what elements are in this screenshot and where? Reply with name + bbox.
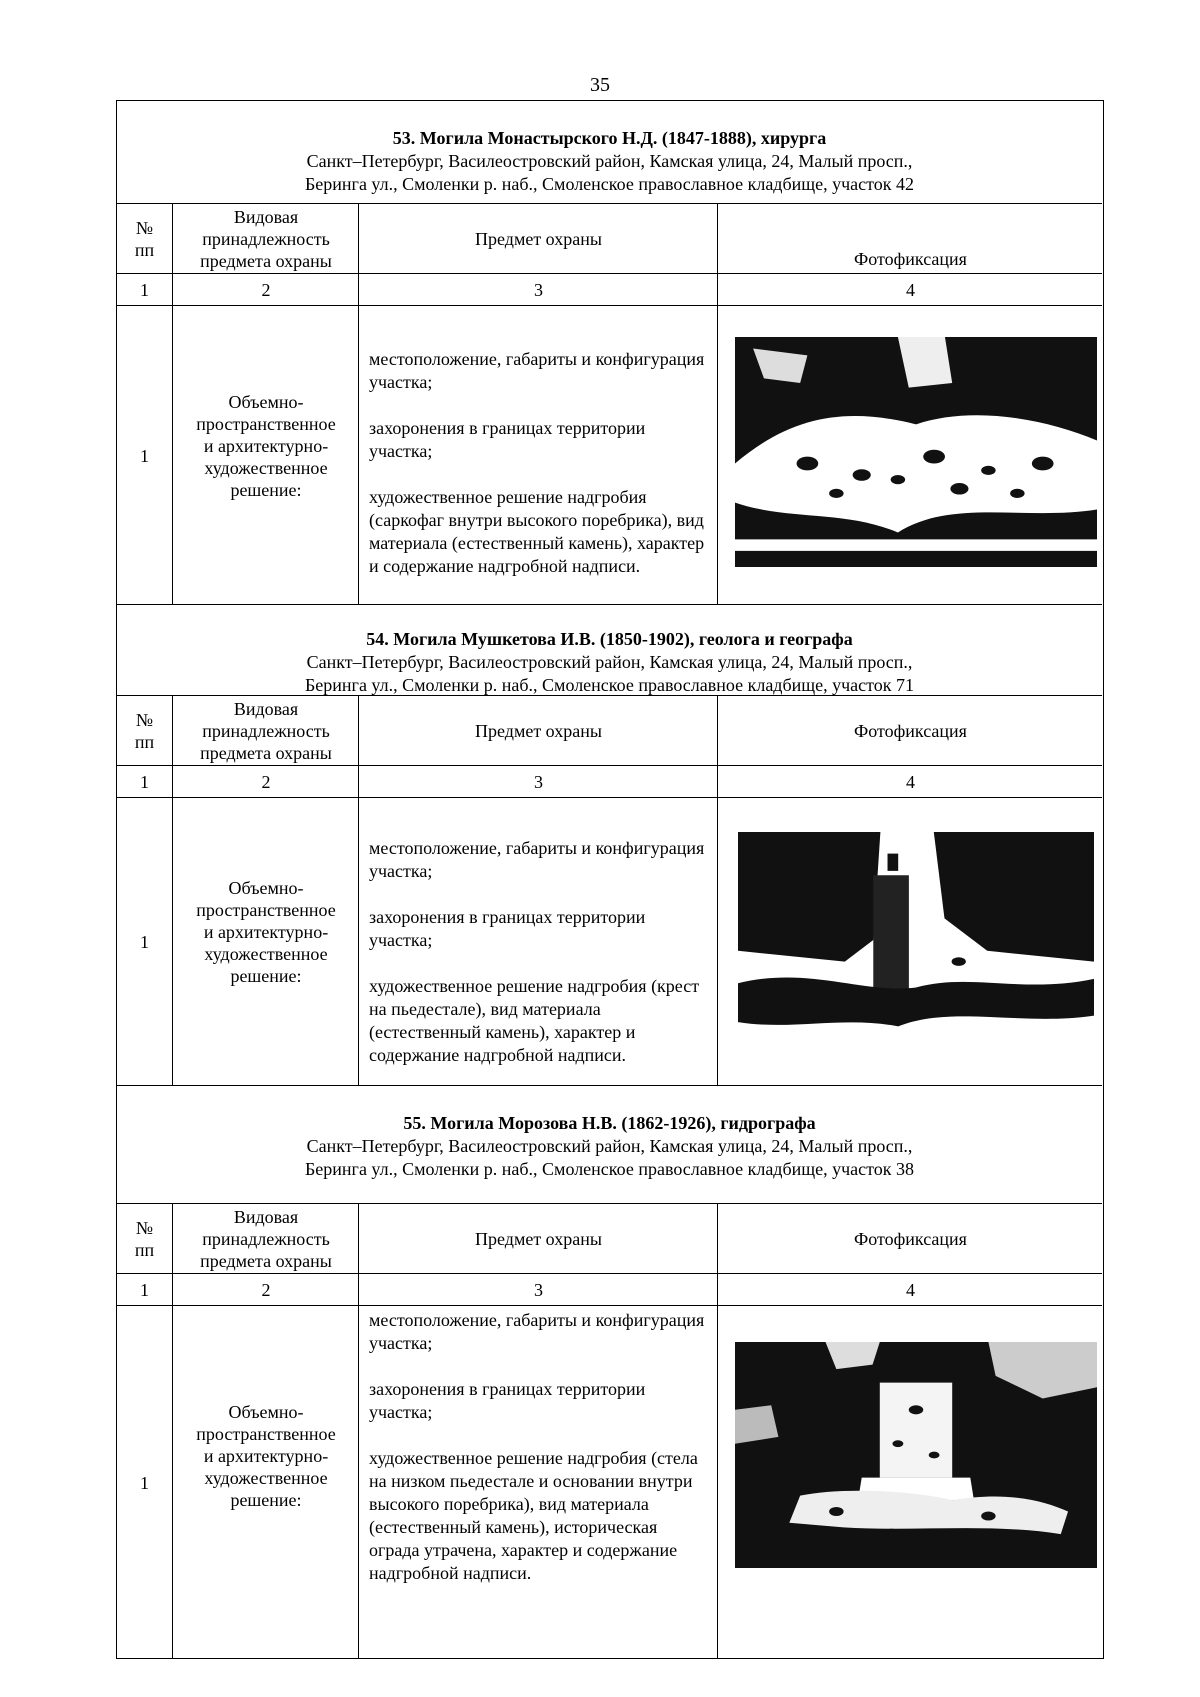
row-number: 1 [140, 1472, 149, 1493]
section-address-line1: Санкт–Петербург, Василеостровский район, Камская улица, 24, Малый просп., [306, 652, 913, 672]
subject-item: местоположение, габариты и конфигурация участка; [369, 838, 705, 881]
header-type: Видовая принадлежность предмета охраны [200, 699, 332, 763]
section-54 [117, 605, 1102, 1085]
index-2: 2 [261, 1280, 271, 1300]
type-text: Объемно- пространственное и архитектурно- художественное решение: [196, 1401, 336, 1510]
header-photo: Фотофиксация [854, 721, 967, 741]
header-photo: Фотофиксация [854, 1229, 967, 1249]
index-4: 4 [906, 1280, 915, 1300]
index-2: 2 [261, 280, 271, 300]
section-address-line2: Беринга ул., Смоленки р. наб., Смоленское православное кладбище, участок 42 [304, 174, 915, 194]
index-3: 3 [534, 772, 543, 792]
subject-list [369, 837, 709, 1090]
index-1: 1 [140, 1280, 149, 1300]
section-title: 54. Могила Мушкетова И.В. (1850-1902), геолога и географа [366, 629, 853, 649]
type-text: Объемно- пространственное и архитектурно- художественное решение: [196, 392, 336, 500]
section-address-line1: Санкт–Петербург, Василеостровский район, Камская улица, 24, Малый просп., [306, 151, 913, 171]
subject-list [369, 348, 709, 601]
section-53 [117, 101, 1102, 605]
index-4: 4 [906, 772, 915, 792]
subject-item: художественное решение надгробия (саркофаг внутри высокого поребрика), вид материала (естественный камень), характер и содержание надгробной надписи. [369, 487, 705, 576]
subject-item: художественное решение надгробия (стела на низком пьедестале и основании внутри высокого поребрика), вид материала (естественный камень), историческая ограда утрачена, характер и содержание надгробной надписи. [369, 1448, 698, 1583]
section-header [117, 628, 1102, 697]
section-55 [117, 1085, 1102, 1660]
row-number: 1 [140, 446, 149, 466]
heritage-table [116, 100, 1104, 1659]
header-num: № пп [134, 218, 155, 260]
index-2: 2 [261, 772, 271, 792]
subject-item: захоронения в границах территории участка; [369, 418, 646, 461]
section-header [117, 127, 1102, 196]
section-header [117, 1112, 1102, 1181]
header-photo: Фотофиксация [854, 249, 967, 269]
subject-item: захоронения в границах территории участка; [369, 1379, 646, 1422]
index-4: 4 [906, 280, 915, 300]
header-num: № пп [134, 1218, 155, 1260]
section-address-line2: Беринга ул., Смоленки р. наб., Смоленское православное кладбище, участок 38 [304, 1159, 915, 1179]
section-address-line2: Беринга ул., Смоленки р. наб., Смоленское православное кладбище, участок 71 [304, 675, 915, 695]
index-3: 3 [534, 1280, 543, 1300]
grave-photo [735, 337, 1097, 567]
header-num: № пп [134, 710, 155, 752]
header-type: Видовая принадлежность предмета охраны [200, 207, 332, 271]
section-title: 55. Могила Морозова Н.В. (1862-1926), гидрографа [403, 1113, 816, 1133]
index-3: 3 [534, 280, 543, 300]
subject-item: местоположение, габариты и конфигурация участка; [369, 1310, 705, 1353]
subject-item: местоположение, габариты и конфигурация участка; [369, 349, 705, 392]
subject-list [369, 1309, 709, 1585]
subject-item: захоронения в границах территории участка; [369, 907, 646, 950]
header-subject: Предмет охраны [475, 229, 602, 249]
header-subject: Предмет охраны [475, 721, 602, 741]
index-1: 1 [140, 280, 149, 300]
section-title: 53. Могила Монастырского Н.Д. (1847-1888), хирурга [392, 128, 827, 148]
header-subject: Предмет охраны [475, 1229, 602, 1249]
grave-photo [735, 1342, 1097, 1568]
section-address-line1: Санкт–Петербург, Василеостровский район, Камская улица, 24, Малый просп., [306, 1136, 913, 1156]
grave-photo [738, 832, 1094, 1048]
header-type: Видовая принадлежность предмета охраны [200, 1207, 332, 1271]
row-number: 1 [140, 932, 149, 952]
type-text: Объемно- пространственное и архитектурно- художественное решение: [196, 878, 336, 986]
index-1: 1 [140, 772, 149, 792]
page-number: 35 [590, 74, 610, 96]
subject-item: художественное решение надгробия (крест на пьедестале), вид материала (естественный камень), характер и содержание надгробной надписи. [369, 976, 700, 1065]
